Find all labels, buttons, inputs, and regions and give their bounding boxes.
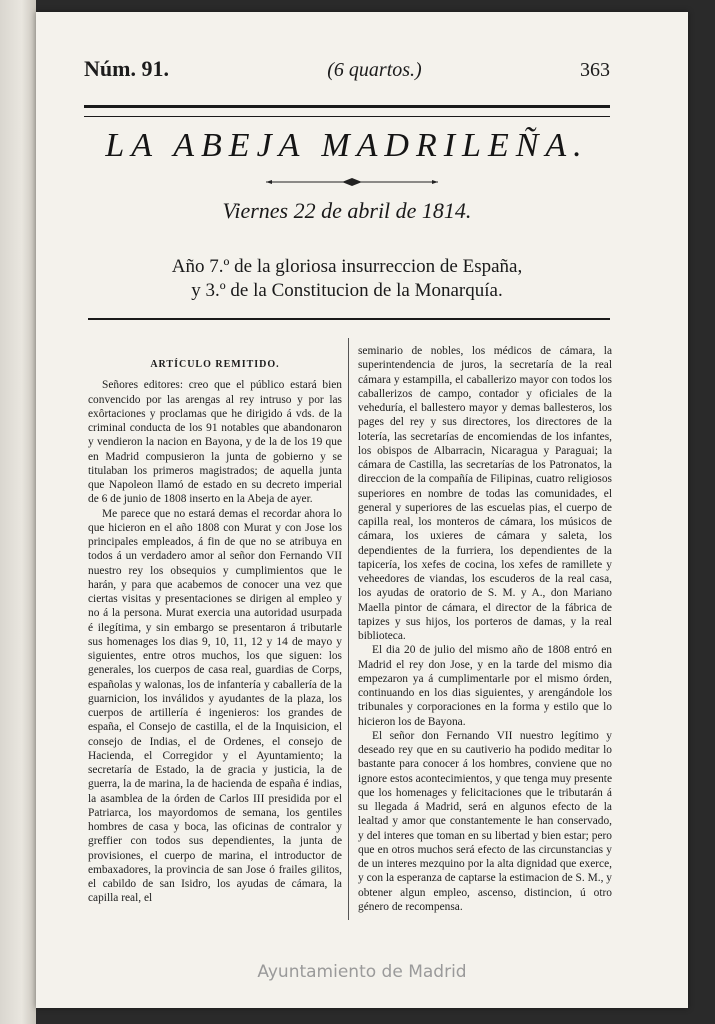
issue-number: Núm. 91.	[84, 56, 169, 81]
adjacent-page-edge	[0, 0, 36, 1024]
left-paragraph: Señores editores: creo que el público estará bien convencido por las arengas al rey intruso y por las exôrtaciones y proclamas que he dirigido á vds. de la criminal conducta de los 91 notables que abandonaron y vendieron la nacion en Bayona, y de la de los 19 que en Madrid compusieron la junta de gobierno y se titulaban los primeros magistrados; de aquella junta que Napoleon llamó de estado en su decreto imperial de 6 de junio de 1808 inserto en la Abeja de ayer.	[88, 379, 342, 506]
issue-date: Viernes 22 de abril de 1814.	[222, 198, 472, 223]
header-double-rule	[84, 105, 610, 117]
right-paragraph: seminario de nobles, los médicos de cámara, la superintendencia de juros, la secretaría de la real cámara y estampilla, el caballerizo mayor con todos los caballerizos de campo, contador y oficiales de la veheduría, el ballestero mayor y demas ballesteros, los pages del rey y sus directores, los directores de la lotería, las secretarías de encomiendas de los infantes, los obispos de Albarracin, Nicaragua y Paraguai; la cámara de Castilla, las secretarías de los Patronatos, la direccion de la compañía de Filipinas, cuatro religiosos superiores en nombre de todas las comunidades, el general y superiores de las escuelas pias, el cuerpo de capilla real, los monteros de cámara, los músicos de cámara, los uxieres de cámara y saleta, los dependientes de la furriera, los dependientes de la tapicería, los xefes de cocina, los xefes de ramillete y veheedores de viandas, los escuderos de la real casa, los ayudas de oratorio de S. M. y A., don Mariano Maella pintor de cámara, el director de la fábrica de tapizes y sus hijos, los porteros de damas, y la real biblioteca.	[358, 345, 612, 642]
archive-watermark: Ayuntamiento de Madrid	[257, 962, 467, 982]
issue-price: (6 quartos.)	[327, 59, 422, 81]
right-paragraph: El señor don Fernando VII nuestro legítimo y deseado rey que en su cautiverio ha podido meditar lo bastante para conocer á los hombres, conviene que no ignore estos acontecimientos, y que tenga muy presente que los homenages y felicitaciones que le tributarán á su llegada á Madrid, será en algunos efecto de la lealtad y amor que constantemente le han conservado, y del interes que toman en su libertad y bien estar; pero que en otros muchos será efecto de las circunstancias y de un interes mezquino por la alta dignidad que exerce, y con la esperanza de captarse la estimacion de S. M., y obtener algun empleo, ascenso, distincion, ú otro género de recompensa.	[358, 729, 612, 913]
left-paragraph: Me parece que no estará demas el recordar ahora lo que hicieron en el año 1808 con Murat y con Jose los principales empleados, á fin de que no se atribuya en todos á un verdadero amor al señor don Fernando VII nuestro rey los obsequios y cumplimientos que le harán, y para que acabemos de conocer una vez que ciertas visitas y presentaciones se dirigen al empleo y no á la persona. Murat exercia una autoridad usurpada é ilegítima, y sin embargo se presentaron á tributarle sus homenages los dias 9, 10, 11, 12 y 14 de mayo y siguientes, entre otros muchos, los que siguen: los generales, los cuerpos de casa real, guardias de Corps, españolas y walonas, los de infantería y caballería de la guarnicion, los inválidos y ayudantes de la plaza, los cuerpos de artillería é ingenieros: los grandes de españa, el Consejo de castilla, el de la Inquisicion, el consejo de Indias, el de Ordenes, el consejo de Hacienda, el Corregidor y el Ayuntamiento; la secretaría de Estado, la de gracia y justicia, la de guerra, la de marina, la de hacienda de españa é indias, la asamblea de la órden de Carlos III presidida por el Patriarca, los mayordomos de semana, los gentiles hombres de casa y boca, las oficinas de contralor y greffier con todos sus dependientes, la junta de provisiones, el cuerpo de marina, el introductor de embaxadores, la provincia de san Jose ó frailes gilitos, el cabildo de san Isidro, los ayudas de cámara, la capilla real, el	[88, 507, 342, 905]
subtitle-block	[84, 255, 610, 303]
newspaper-page	[36, 12, 688, 1008]
subtitle-line-2: y 3.º de la Constitucion de la Monarquía.	[191, 280, 503, 301]
right-paragraph: El dia 20 de julio del mismo año de 1808 entró en Madrid el rey don Jose, y en la tarde del mismo dia empezaron ya á cumplimentarle por el mismo órden, continuando en los dias siguientes, y arengándole los tribunales y corporaciones en la forma y estilo que lo hicieron los de Bayona.	[358, 644, 612, 728]
page-header	[84, 56, 610, 82]
newspaper-title: LA ABEJA MADRILEÑA.	[105, 127, 589, 164]
section-rule	[88, 318, 610, 320]
subtitle-line-1: Año 7.º de la gloriosa insurreccion de España,	[171, 256, 523, 277]
page-number: 363	[580, 59, 610, 81]
article-heading: ARTÍCULO REMITIDO.	[150, 359, 280, 370]
column-divider	[348, 338, 349, 920]
right-column	[358, 344, 612, 924]
left-column	[88, 342, 342, 922]
title-ornament-icon	[266, 177, 438, 187]
